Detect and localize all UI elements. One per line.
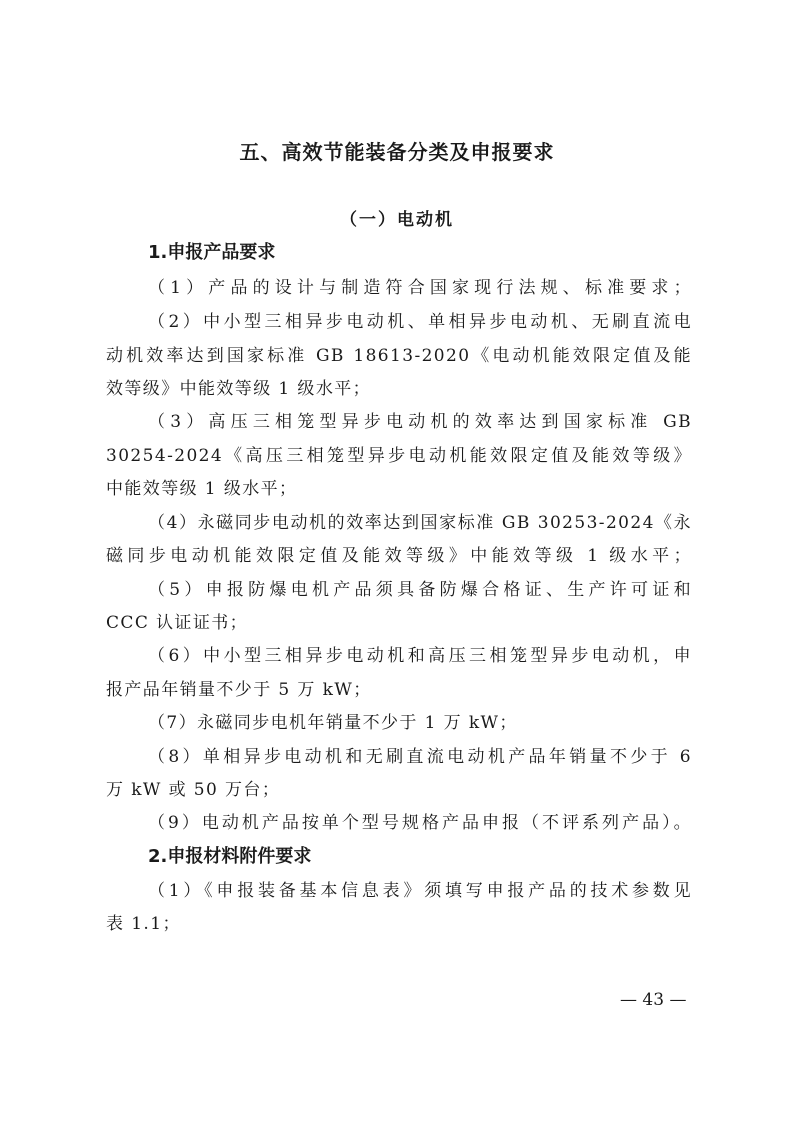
paragraph-line: 中能效等级 1 级水平； xyxy=(106,479,298,499)
heading-material-requirements: 2.申报材料附件要求 xyxy=(148,846,312,867)
paragraph-line: （8）单相异步电动机和无刷直流电动机产品年销量不少于 6 xyxy=(148,747,692,767)
paragraph-line: 动机效率达到国家标准 GB 18613-2020《电动机能效限定值及能 xyxy=(106,346,692,366)
paragraph-line: CCC 认证证书； xyxy=(106,613,249,633)
paragraph-line: 表 1.1； xyxy=(106,914,181,934)
paragraph-line: （1）《申报装备基本信息表》须填写申报产品的技术参数见 xyxy=(148,881,692,901)
paragraph-line: （5）申报防爆电机产品须具备防爆合格证、生产许可证和 xyxy=(148,580,692,600)
page-number: — 43 — xyxy=(620,990,687,1010)
paragraph-line: （4）永磁同步电动机的效率达到国家标准 GB 30253-2024《永 xyxy=(148,513,692,533)
paragraph-line: （2）中小型三相异步电动机、单相异步电动机、无刷直流电 xyxy=(148,312,692,332)
heading-product-requirements: 1.申报产品要求 xyxy=(148,242,276,263)
paragraph-line: 效等级》中能效等级 1 级水平； xyxy=(106,379,372,399)
paragraph-line: 30254-2024《高压三相笼型异步电动机能效限定值及能效等级》 xyxy=(106,446,692,466)
section-title: （一）电动机 xyxy=(340,210,454,230)
paragraph-line: 报产品年销量不少于 5 万 kW； xyxy=(106,680,372,700)
paragraph-line: （7）永磁同步电机年销量不少于 1 万 kW； xyxy=(148,713,518,733)
paragraph-line: 万 kW 或 50 万台； xyxy=(106,780,281,800)
paragraph-line: 磁同步电动机能效限定值及能效等级》中能效等级 1 级水平； xyxy=(106,546,692,566)
paragraph-line: （9）电动机产品按单个型号规格产品申报（不评系列产品）。 xyxy=(148,813,692,833)
paragraph-line: （1）产品的设计与制造符合国家现行法规、标准要求； xyxy=(148,278,692,298)
page-title: 五、高效节能装备分类及申报要求 xyxy=(239,140,555,164)
paragraph-line: （3）高压三相笼型异步电动机的效率达到国家标准 GB xyxy=(148,412,692,432)
paragraph-line: （6）中小型三相异步电动机和高压三相笼型异步电动机，申 xyxy=(148,646,692,666)
